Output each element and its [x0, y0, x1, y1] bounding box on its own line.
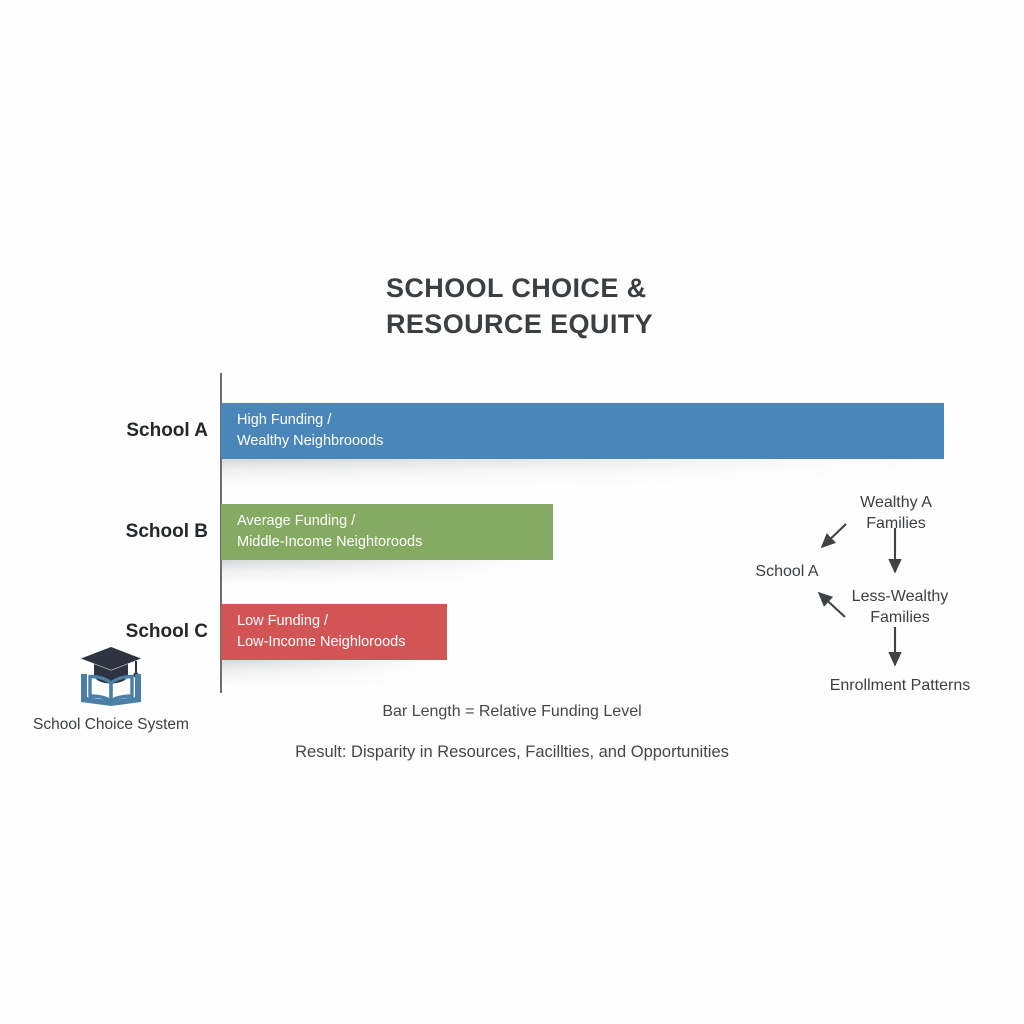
bar-category-label-a: School A — [126, 420, 208, 441]
bar-category-label-b: School B — [125, 521, 208, 542]
flow-node-less-wealthy-families-line-1: Less-Wealthy — [851, 588, 949, 605]
bar-category-label-c: School C — [125, 621, 208, 642]
flow-node-enrollment-patterns-line-1: Enrollment Patterns — [829, 677, 971, 694]
bar-label-a-line-2: Wealthy Neighbrooods — [237, 433, 384, 449]
bar-label-b-line-1: Average Funding / — [237, 513, 356, 529]
bar-shadow-b — [221, 560, 553, 586]
page-title-line-1: SCHOOL CHOICE & — [386, 273, 647, 303]
bar-shadow-c — [221, 660, 447, 686]
bar-label-b-line-2: Middle-Income Neightoroods — [237, 534, 423, 550]
table-row — [0, 403, 1024, 459]
bar-label-c — [237, 611, 447, 653]
flow-node-school-a-line-1: School A — [755, 563, 819, 580]
flow-node-less-wealthy-families-line-2: Families — [870, 609, 930, 626]
result-caption: Result: Disparity in Resources, Facillties, and Opportunities — [295, 743, 729, 761]
flow-node-wealthy-families-line-2: Families — [866, 515, 926, 532]
graduation-cap-book-icon — [77, 643, 145, 707]
bar-label-c-line-1: Low Funding / — [237, 613, 329, 629]
flow-node-enrollment-patterns[interactable] — [800, 675, 1000, 696]
bar-label-a-line-1: High Funding / — [237, 412, 332, 428]
bar-label-c-line-2: Low-Income Neighloroods — [237, 634, 406, 650]
page-title-line-2: RESOURCE EQUITY — [386, 309, 654, 339]
bar-label-a — [237, 410, 944, 452]
flow-node-wealthy-families[interactable] — [836, 492, 956, 534]
logo-caption: School Choice System — [33, 716, 189, 733]
logo-block — [20, 643, 202, 734]
flow-node-less-wealthy-families[interactable] — [836, 586, 964, 628]
flow-node-school-a[interactable] — [737, 561, 837, 582]
legend-caption: Bar Length = Relative Funding Level — [382, 703, 642, 720]
page-title — [386, 270, 906, 342]
flow-node-wealthy-families-line-1: Wealthy A — [860, 494, 932, 511]
bar-school-c[interactable] — [221, 604, 447, 660]
bar-school-b[interactable] — [221, 504, 553, 560]
bar-label-b — [237, 511, 553, 553]
bar-school-a[interactable] — [221, 403, 944, 459]
